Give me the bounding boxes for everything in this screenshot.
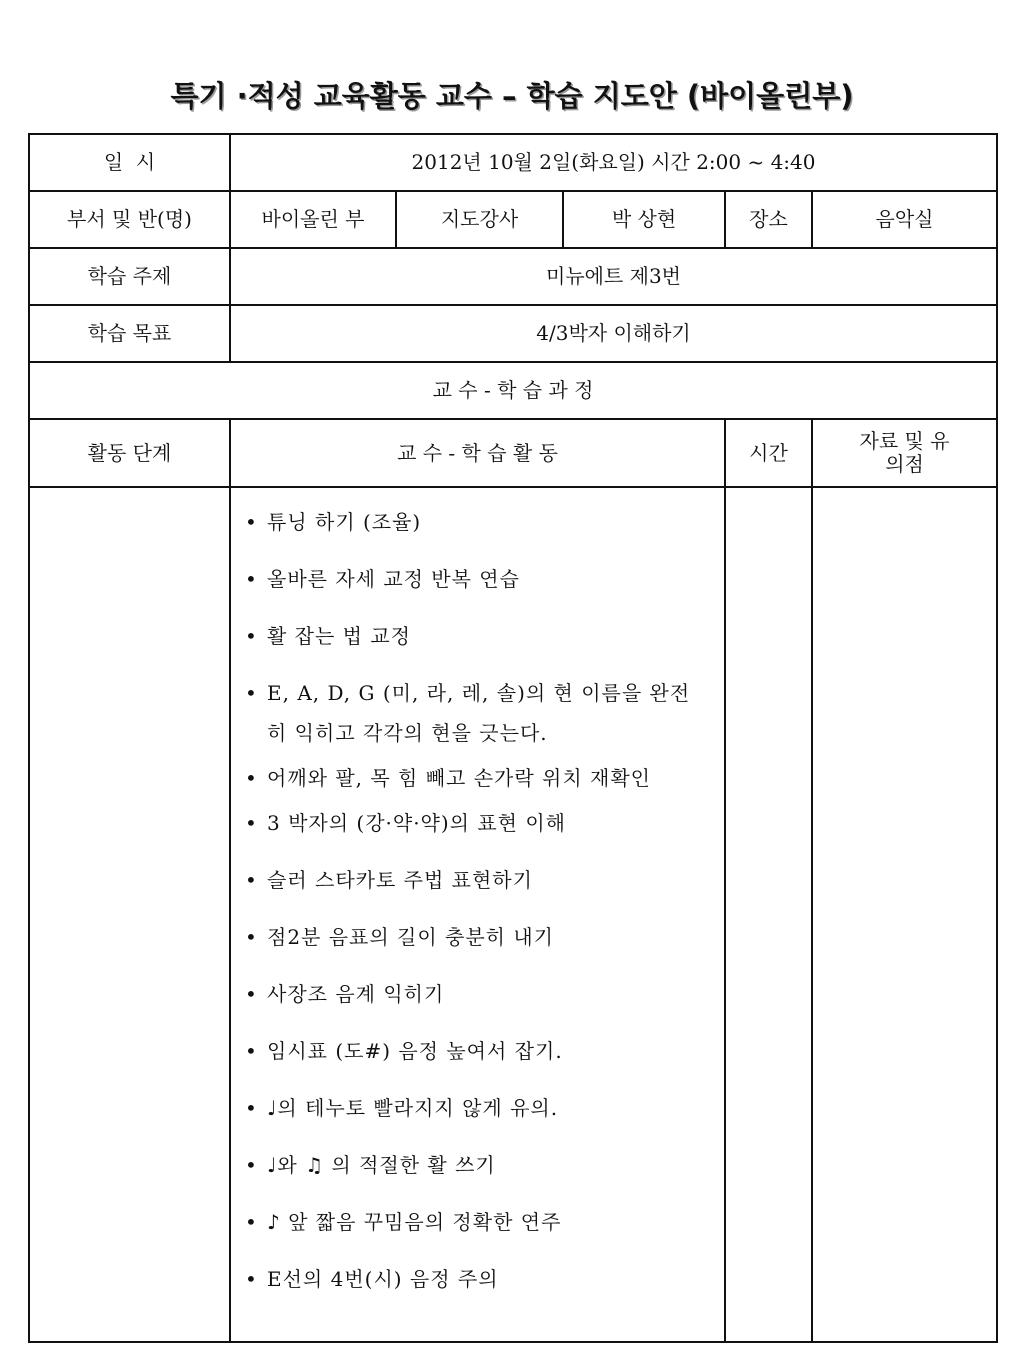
activity-item	[245, 1145, 724, 1185]
activity-item-text: 올바른 자세 교정 반복 연습	[267, 567, 520, 591]
department-value: 바이올린 부	[230, 191, 396, 248]
bullet-icon: •	[245, 1039, 258, 1063]
activity-item	[245, 917, 724, 957]
bullet-icon: •	[245, 681, 258, 705]
bullet-icon: •	[245, 811, 258, 835]
instructor-value: 박 상현	[563, 191, 725, 248]
bullet-icon: •	[245, 925, 258, 949]
materials-header-text: 자료 및 유의점	[859, 429, 950, 476]
activity-item-text: E, A, D, G (미, 라, 레, 솔)의 현 이름을 완전히 익히고 각각의 현을 긋는다.	[267, 681, 691, 745]
activity-item	[245, 502, 724, 542]
activity-cell	[230, 487, 725, 1342]
stage-column-header: 활동 단계	[29, 419, 230, 487]
goal-row	[29, 305, 997, 362]
activity-item-text: 임시표 (도#) 음정 높여서 잡기.	[267, 1039, 563, 1063]
activity-item-text: 튜닝 하기 (조율)	[267, 510, 422, 534]
activity-item-text: 활 잡는 법 교정	[267, 624, 411, 648]
activity-item-text: ♩와 ♫ 의 적절한 활 쓰기	[267, 1153, 496, 1177]
materials-cell	[812, 487, 997, 1342]
process-header-row	[29, 362, 997, 419]
schedule-value: 2012년 10월 2일(화요일) 시간 2:00 ~ 4:40	[230, 134, 997, 191]
process-header: 교 수 - 학 습 과 정	[29, 362, 997, 419]
activity-item	[245, 616, 724, 656]
activity-item	[245, 1202, 724, 1242]
page-title: 특기 ·적성 교육활동 교수 – 학습 지도안 (바이올린부)	[170, 79, 854, 113]
activity-item	[245, 860, 724, 900]
activity-item-text: 사장조 음계 익히기	[267, 982, 445, 1006]
activity-item-text: 슬러 스타카토 주법 표현하기	[267, 868, 533, 892]
time-cell	[725, 487, 812, 1342]
activity-item-text: 3 박자의 (강·약·약)의 표현 이해	[267, 811, 566, 835]
topic-row	[29, 248, 997, 305]
activity-item	[245, 559, 724, 599]
topic-value: 미뉴에트 제3번	[230, 248, 997, 305]
place-value: 음악실	[812, 191, 997, 248]
activity-item	[245, 1259, 724, 1299]
activity-item-text: 어깨와 팔, 목 힘 빼고 손가락 위치 재확인	[267, 766, 651, 790]
activity-item	[245, 803, 724, 843]
materials-column-header	[812, 419, 997, 487]
department-row	[29, 191, 997, 248]
time-column-header: 시간	[725, 419, 812, 487]
stage-cell	[29, 487, 230, 1342]
activity-item	[245, 673, 724, 753]
activity-item	[245, 974, 724, 1014]
bullet-icon: •	[245, 766, 258, 790]
activity-item-text: 점2분 음표의 길이 충분히 내기	[267, 925, 554, 949]
bullet-icon: •	[245, 982, 258, 1006]
activity-item	[245, 758, 724, 798]
activity-item	[245, 1088, 724, 1128]
bullet-icon: •	[245, 567, 258, 591]
schedule-label: 일 시	[29, 134, 230, 191]
goal-label: 학습 목표	[29, 305, 230, 362]
column-header-row	[29, 419, 997, 487]
place-label: 장소	[725, 191, 812, 248]
bullet-icon: •	[245, 1267, 258, 1291]
bullet-icon: •	[245, 510, 258, 534]
bullet-icon: •	[245, 1210, 258, 1234]
bullet-icon: •	[245, 1096, 258, 1120]
topic-label: 학습 주제	[29, 248, 230, 305]
activity-item	[245, 1031, 724, 1071]
activity-item-text: ♩의 테누토 빨라지지 않게 유의.	[267, 1096, 559, 1120]
activity-item-text: E선의 4번(시) 음정 주의	[267, 1267, 499, 1291]
department-label: 부서 및 반(명)	[29, 191, 230, 248]
activity-column-header: 교 수 - 학 습 활 동	[230, 419, 725, 487]
bullet-icon: •	[245, 868, 258, 892]
activity-item-text: ♪ 앞 짧음 꾸밈음의 정확한 연주	[267, 1210, 562, 1234]
instructor-label: 지도강사	[396, 191, 563, 248]
bullet-icon: •	[245, 1153, 258, 1177]
goal-value: 4/3박자 이해하기	[230, 305, 997, 362]
bullet-icon: •	[245, 624, 258, 648]
lesson-plan-table	[28, 133, 998, 1343]
activity-list	[231, 488, 724, 1299]
schedule-row	[29, 134, 997, 191]
activity-body-row	[29, 487, 997, 1342]
